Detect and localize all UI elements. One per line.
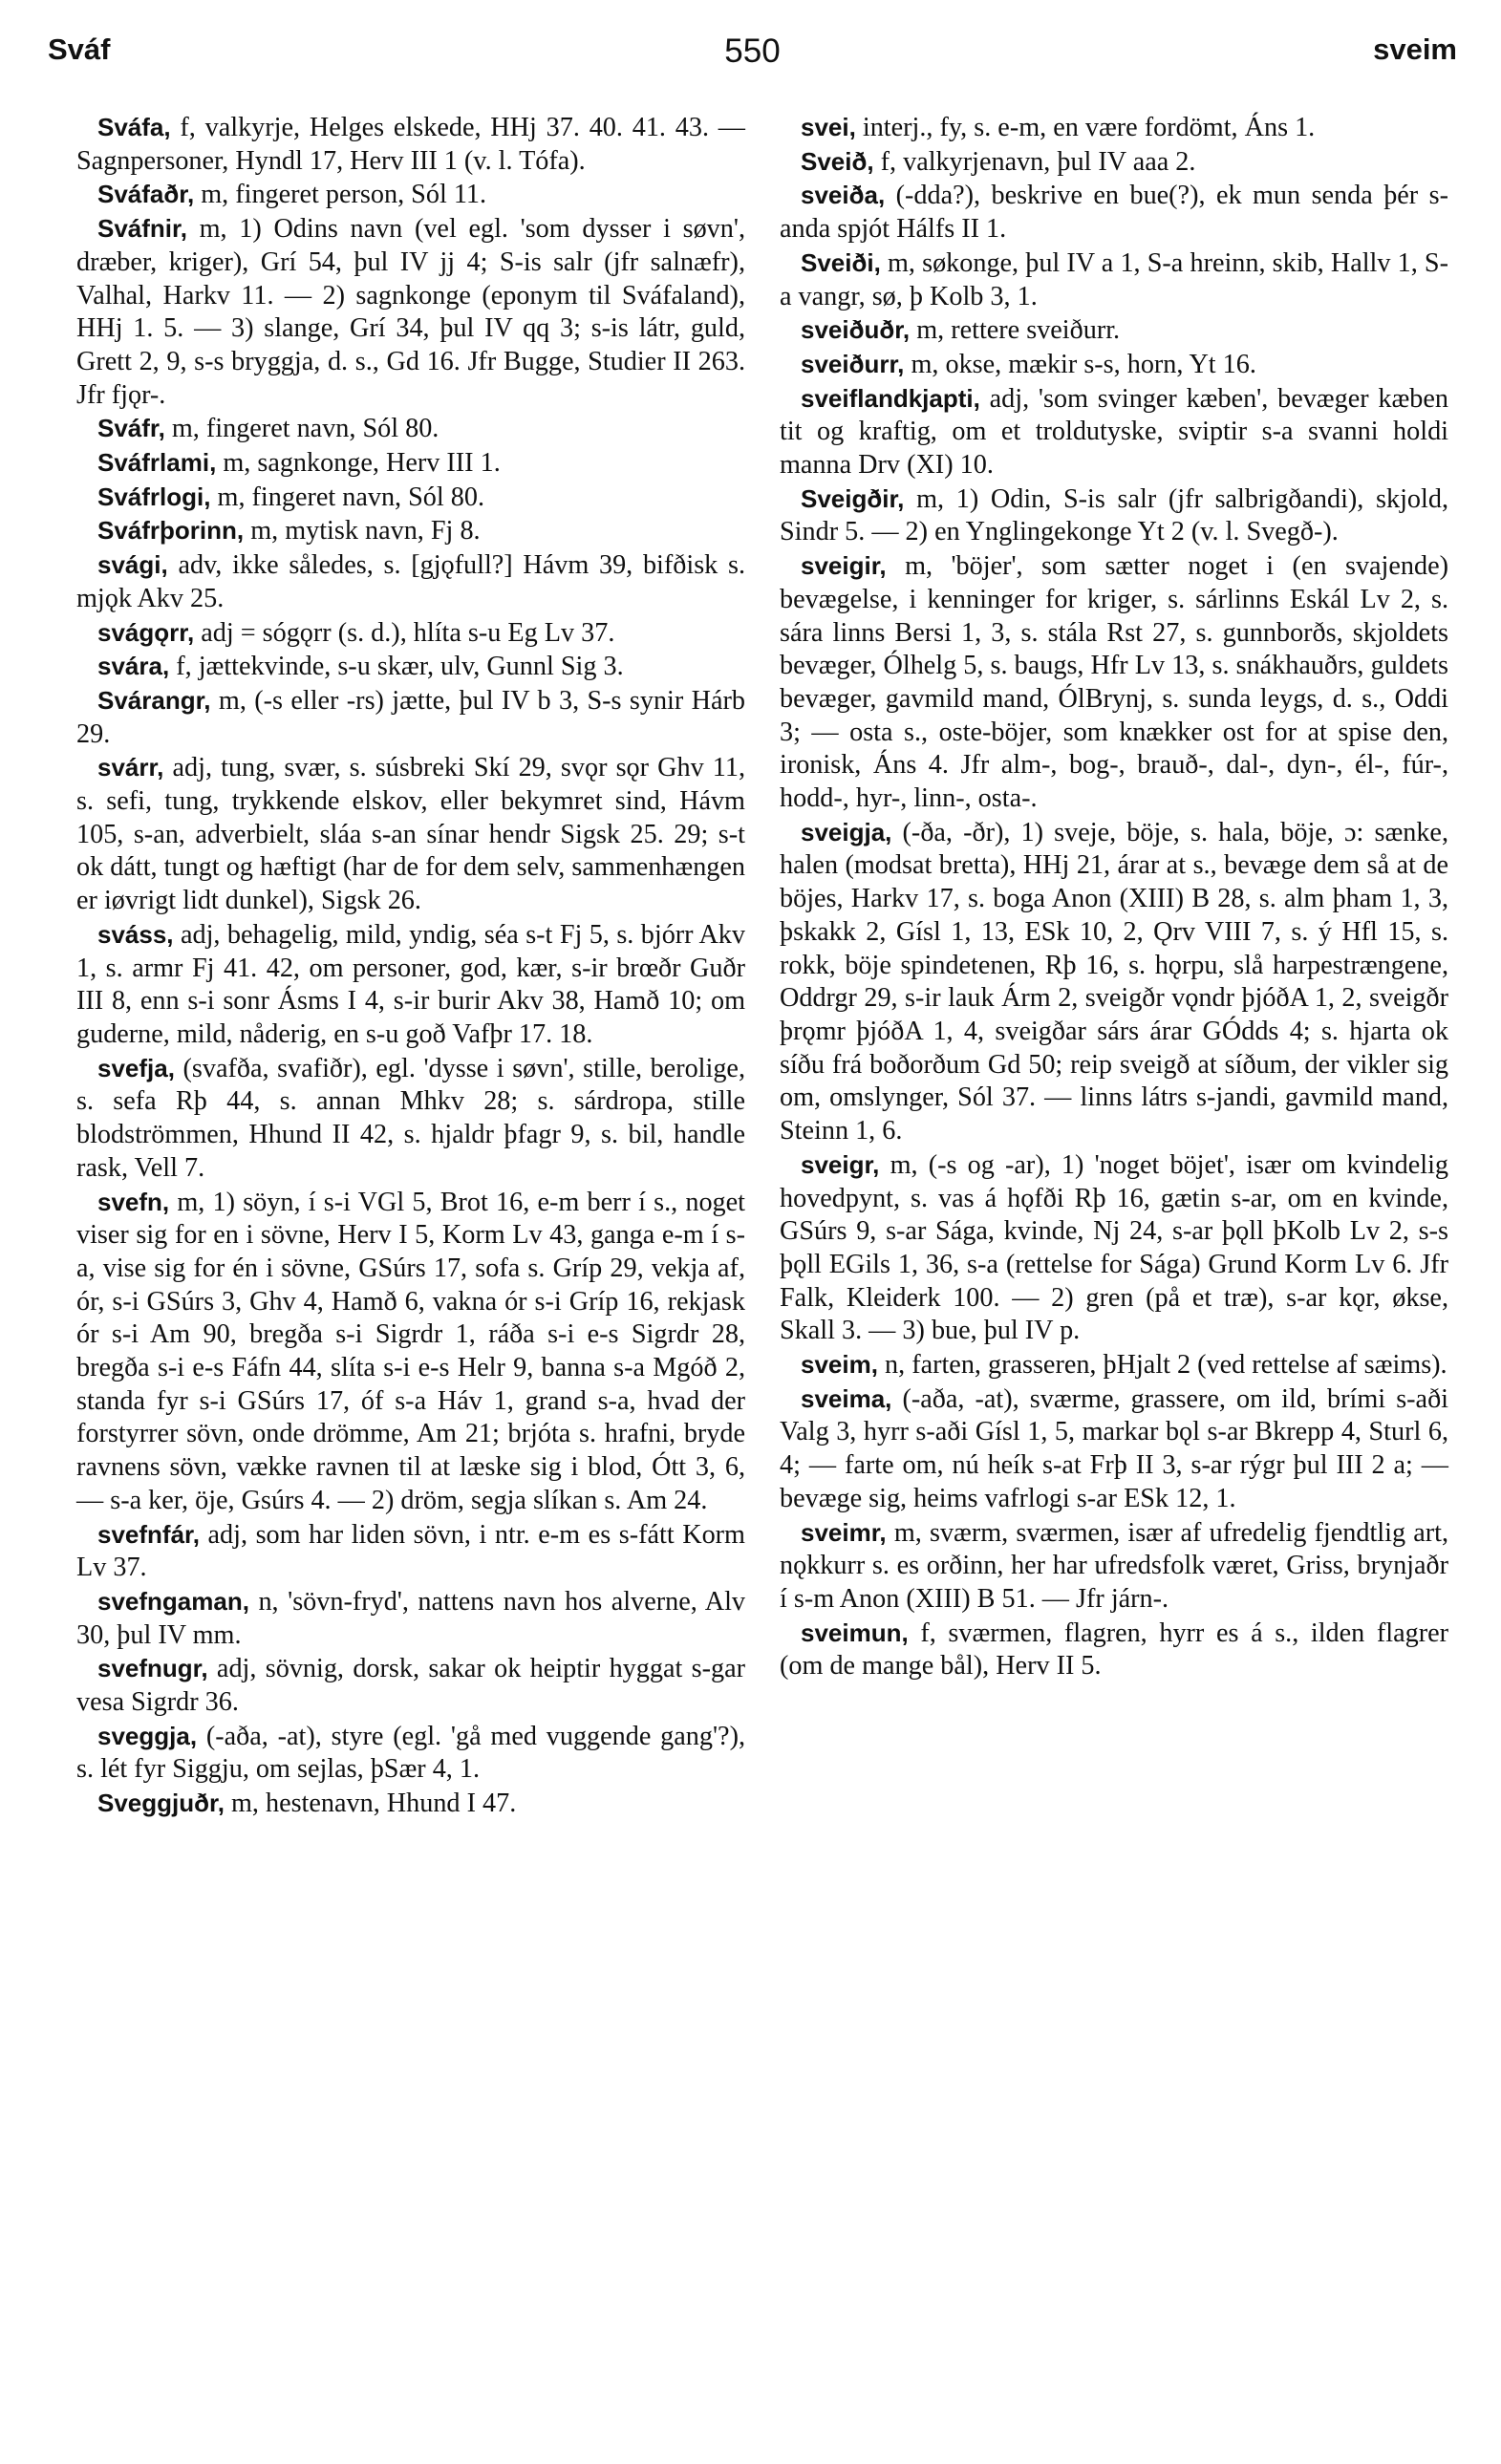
entry-definition: m, 1) Odins navn (vel egl. 'som dysser i søvn', dræber, kriger), Grí 54, þul IV jj 4; S-is salr (jfr salnæfr), Valhal, Harkv 11. — 2) sagnkonge (eponym til Sváfaland), HHj 1. 5. — 3) slange, Grí 34, þul IV qq 3; s-is látr, guld, Grett 2, 9, s-s bryggja, d. s., Gd 16. Jfr Bugge, Studier II 263. Jfr fjǫr-. bbox=[76, 214, 745, 410]
entry-headword: sveimr, bbox=[801, 1517, 887, 1547]
dictionary-entry bbox=[780, 382, 1448, 482]
dictionary-entry bbox=[780, 313, 1448, 348]
running-head-left: Sváf bbox=[48, 32, 111, 66]
right-column bbox=[780, 111, 1448, 1683]
entry-definition: m, 1) söyn, í s-i VGl 5, Brot 16, e-m berr í s., noget viser sig for en i sövne, Herv I 5, Korm Lv 43, ganga e-m í s-a, vise sig for én i sövne, GSúrs 17, sofa s. Gríp 29, vekja af, ór, s-i GSúrs 3, Ghv 4, Hamð 6, vakna ór s-i Gríp 16, rekjask ór s-i Am 90, bregða s-i Sigrdr 1, ráða s-i e-s Sigrdr 28, bregða s-i e-s Fáfn 44, slíta s-i e-s Helr 9, banna s-a Mgóð 2, standa fyr s-i GSúrs 17, óf s-a Háv 1, grand s-a, hvad der forstyrrer sövn, onde drömme, Am 21; brjóta s. hrafni, bryde ravnens sövn, vække ravnen til at læske sig i blod, Ótt 3, 6, — s-a ker, öje, Gsúrs 4. — 2) dröm, segja slíkan s. Am 24. bbox=[76, 1187, 745, 1515]
dictionary-entry bbox=[780, 816, 1448, 1148]
entry-definition: adj = sógǫrr (s. d.), hlíta s-u Eg Lv 37. bbox=[194, 617, 615, 648]
entry-headword: svárr, bbox=[97, 753, 164, 782]
entry-definition: m, mytisk navn, Fj 8. bbox=[244, 516, 481, 546]
entry-definition: (-dda?), beskrive en bue(?), ek mun senda þér s-anda spjót Hálfs II 1. bbox=[780, 181, 1448, 245]
entry-headword: Sveggjuðr, bbox=[97, 1789, 225, 1818]
entry-headword: sveimun, bbox=[801, 1618, 909, 1647]
entry-definition: m, hestenavn, Hhund I 47. bbox=[224, 1789, 517, 1819]
dictionary-entry bbox=[76, 1787, 745, 1821]
entry-headword: sveim, bbox=[801, 1350, 878, 1380]
entry-headword: sváss, bbox=[97, 919, 174, 949]
entry-definition: m, rettere sveiðurr. bbox=[910, 315, 1121, 346]
dictionary-entry bbox=[780, 145, 1448, 180]
entry-headword: svágǫrr, bbox=[97, 617, 195, 647]
entry-headword: sveiða, bbox=[801, 181, 886, 210]
dictionary-entry bbox=[76, 178, 745, 212]
entry-headword: Sváfnir, bbox=[97, 214, 187, 244]
dictionary-entry bbox=[76, 514, 745, 548]
entry-definition: m, fingeret navn, Sól 80. bbox=[210, 482, 485, 512]
dictionary-entry bbox=[76, 751, 745, 918]
dictionary-entry bbox=[780, 246, 1448, 313]
entry-headword: sveima, bbox=[801, 1383, 892, 1413]
entry-headword: Svárangr, bbox=[97, 685, 211, 715]
dictionary-entry bbox=[780, 348, 1448, 382]
dictionary-entry bbox=[76, 1052, 745, 1186]
dictionary-entry bbox=[76, 684, 745, 751]
entry-definition: f, valkyrjenavn, þul IV aaa 2. bbox=[873, 146, 1196, 177]
dictionary-entry bbox=[76, 111, 745, 178]
page-header bbox=[48, 32, 1457, 90]
entry-definition: m, sagnkonge, Herv III 1. bbox=[216, 448, 501, 479]
dictionary-entry bbox=[76, 650, 745, 684]
entry-definition: f, jættekvinde, s-u skær, ulv, Gunnl Sig 3. bbox=[169, 652, 624, 682]
entry-headword: Sváfa, bbox=[97, 113, 171, 141]
dictionary-entry bbox=[780, 1516, 1448, 1617]
dictionary-entry bbox=[780, 482, 1448, 549]
entry-headword: svei, bbox=[801, 113, 856, 141]
entry-definition: m, søkonge, þul IV a 1, S-a hreinn, skib, Hallv 1, S-a vangr, sø, þ Kolb 3, 1. bbox=[780, 247, 1448, 311]
entry-definition: f, sværmen, flagren, hyrr es á s., ilden flagrer (om de mange bål), Herv II 5. bbox=[780, 1618, 1448, 1682]
dictionary-entry bbox=[76, 548, 745, 615]
entry-definition: adj, som har liden sövn, i ntr. e-m es s-fátt Korm Lv 37. bbox=[76, 1519, 745, 1583]
entry-headword: Sváfrþorinn, bbox=[97, 516, 245, 546]
entry-definition: adj, sövnig, dorsk, sakar ok heiptir hyggat s-gar vesa Sigrdr 36. bbox=[76, 1654, 745, 1718]
dictionary-entry bbox=[780, 1348, 1448, 1382]
entry-headword: Sváfrlogi, bbox=[97, 482, 211, 511]
dictionary-entry bbox=[76, 1652, 745, 1719]
entry-definition: adj, 'som svinger kæben', bevæger kæben tit og kraftig, om et troldutyske, sviptir s-a svanni holdi manna Drv (XI) 10. bbox=[780, 383, 1448, 481]
entry-definition: (-ða, -ðr), 1) sveje, böje, s. hala, böje, ɔ: sænke, halen (modsat bretta), HHj 21, árar at s., bevæge dem så at de böjes, Harkv 17, s. boga Anon (XIII) B 28, s. alm þham 1, 3, þskakk 2, Gísl 1, 13, ESk 10, 2, Ǫrv VIII 7, s. ý Hfl 15, s. rokk, böje spindetenen, Rþ 16, s. hǫrpu, slå harpestrængene, Oddrgr 29, s-ir lauk Árm 2, sveigðr vǫndr þjóðA 1, 2, sveigðr þrǫmr þjóðA 1, 4, sveigðar sárs árar GÓdds 4; s. hjarta ok síðu frá boðorðum Gd 50; reip sveigð at síðum, der vikler sig om, omslynger, Sól 37. — linns látrs s-jandi, gavmild mand, Steinn 1, 6. bbox=[780, 817, 1448, 1146]
dictionary-entry bbox=[76, 1186, 745, 1518]
dictionary-entry bbox=[76, 1720, 745, 1787]
entry-headword: Sveið, bbox=[801, 146, 874, 176]
entry-headword: svefnugr, bbox=[97, 1654, 208, 1683]
entry-headword: svefngaman, bbox=[97, 1586, 249, 1616]
dictionary-entry bbox=[76, 446, 745, 481]
dictionary-entry bbox=[780, 549, 1448, 816]
entry-headword: sveigir, bbox=[801, 551, 887, 581]
entry-headword: svefn, bbox=[97, 1187, 170, 1216]
entry-definition: f, valkyrje, Helges elskede, HHj 37. 40. 41. 43. — Sagnpersoner, Hyndl 17, Herv III 1 (v. l. Tófa). bbox=[76, 113, 745, 176]
entry-definition: n, 'sövn-fryd', nattens navn hos alverne, Alv 30, þul IV mm. bbox=[76, 1586, 745, 1650]
dictionary-entry bbox=[780, 1617, 1448, 1683]
left-column bbox=[76, 111, 745, 1821]
page-number: 550 bbox=[724, 32, 781, 70]
dictionary-entry bbox=[76, 1585, 745, 1652]
dictionary-entry bbox=[780, 179, 1448, 246]
dictionary-entry bbox=[76, 918, 745, 1052]
entry-headword: svefnfár, bbox=[97, 1519, 200, 1549]
entry-headword: sveiðuðr, bbox=[801, 315, 911, 345]
entry-headword: Sveigðir, bbox=[801, 483, 905, 513]
dictionary-entry bbox=[76, 212, 745, 412]
entry-headword: sveiflandkjapti, bbox=[801, 383, 980, 413]
entry-definition: interj., fy, s. e-m, en være fordömt, Áns 1. bbox=[855, 113, 1316, 142]
entry-definition: (svafða, svafiðr), egl. 'dysse i søvn', stille, berolige, s. sefa Rþ 44, s. annan Mhkv 28; s. sárdropa, stille blodströmmen, Hhund II 42, s. hjaldr þfagr 9, s. bil, handle rask, Vell 7. bbox=[76, 1053, 745, 1183]
entry-headword: Sváfrlami, bbox=[97, 448, 217, 478]
entry-definition: m, fingeret navn, Sól 80. bbox=[164, 414, 440, 444]
entry-headword: svefja, bbox=[97, 1053, 175, 1082]
dictionary-entry bbox=[76, 412, 745, 446]
entry-definition: (-aða, -at), styre (egl. 'gå med vuggende gang'?), s. lét fyr Siggju, om sejlas, þSær 4, 1. bbox=[76, 1721, 745, 1785]
entry-headword: svági, bbox=[97, 550, 168, 580]
entry-definition: m, (-s eller -rs) jætte, þul IV b 3, S-s synir Hárb 29. bbox=[76, 685, 745, 749]
entry-headword: svára, bbox=[97, 652, 170, 681]
dictionary-entry bbox=[780, 1382, 1448, 1516]
entry-headword: sveggja, bbox=[97, 1721, 198, 1750]
entry-definition: adv, ikke således, s. [gjǫfull?] Hávm 39, bifðisk s. mjǫk Akv 25. bbox=[76, 550, 745, 613]
entry-definition: m, fingeret person, Sól 11. bbox=[194, 180, 487, 210]
entry-headword: Sváfr, bbox=[97, 414, 165, 443]
entry-definition: m, sværm, sværmen, især af ufredelig fjendtlig art, nǫkkurr s. es orðinn, her har ufredsfolk været, Griss, brynjaðr í s-m Anon (XIII) B 51. — Jfr járn-. bbox=[780, 1517, 1448, 1614]
running-head-right: sveim bbox=[1373, 32, 1457, 66]
dictionary-entry bbox=[780, 111, 1448, 145]
entry-headword: sveigja, bbox=[801, 817, 892, 846]
entry-headword: sveiðurr, bbox=[801, 349, 905, 378]
entry-headword: Sveiði, bbox=[801, 247, 881, 277]
entry-definition: adj, behagelig, mild, yndig, séa s-t Fj 5, s. bjórr Akv 1, s. armr Fj 41. 42, om personer, god, kær, s-ir brœðr Guðr III 8, enn s-i sonr Ásms I 4, s-ir burir Akv 38, Hamð 10; om guderne, mild, nåderig, en s-u goð Vafþr 17. 18. bbox=[76, 919, 745, 1049]
entry-definition: m, 1) Odin, S-is salr (jfr salbrigðandi), skjold, Sindr 5. — 2) en Ynglingekonge Yt 2 (v. l. Svegð-). bbox=[780, 483, 1448, 547]
entry-definition: adj, tung, svær, s. súsbreki Skí 29, svǫr sǫr Ghv 11, s. sefi, tung, trykkende elskov, eller bekymret sind, Hávm 105, s-an, adverbielt, sláa s-an sínar hendr Sigsk 25. 29; s-t ok dátt, tungt og hæftigt (har de for dem selv, sammenhængen er iøvrigt lidt dunkel), Sigsk 26. bbox=[76, 753, 745, 916]
entry-definition: m, okse, mækir s-s, horn, Yt 16. bbox=[904, 349, 1256, 379]
entry-definition: m, 'böjer', som sætter noget i (en svajende) bevægelse, i kenninger for kriger, s. sárlinns Eskál Lv 2, s. sára linns Bersi 1, 3, s. stála Rst 27, s. gunnborðs, skjoldets bevæger, Ólhelg 5, s. baugs, Hfr Lv 13, s. snákhauðrs, guldets bevæger, gavmild mand, ÓlBrynj, s. sunda leygs, d. s., Oddi 3; — osta s., oste-böjer, som knækker ost for at spise den, ironisk, Áns 4. Jfr alm-, bog-, brauð-, dal-, dyn-, él-, fúr-, hodd-, hyr-, linn-, osta-. bbox=[780, 551, 1448, 814]
entry-definition: n, farten, grasseren, þHjalt 2 (ved rettelse af sæims). bbox=[877, 1350, 1447, 1381]
entry-headword: sveigr, bbox=[801, 1149, 880, 1179]
dictionary-entry bbox=[76, 1518, 745, 1585]
dictionary-entry bbox=[780, 1148, 1448, 1348]
dictionary-entry bbox=[76, 481, 745, 515]
entry-headword: Sváfaðr, bbox=[97, 180, 195, 209]
entry-definition: m, (-s og -ar), 1) 'noget böjet', især om kvindelig hovedpynt, s. vas á hǫfði Rþ 16, gætin s-ar, om en kvinde, GSúrs 9, s-ar Sága, kvinde, Nj 24, s-ar þǫll þKolb Lv 2, s-s þǫll EGils 1, 36, s-a (rettelse for Sága) Grund Korm Lv 6. Jfr Falk, Kleiderk 100. — 2) gren (på et træ), s-ar kǫr, økse, Skall 3. — 3) bue, þul IV p. bbox=[780, 1149, 1448, 1346]
entry-definition: (-aða, -at), sværme, grassere, om ild, brími s-aði Valg 3, hyrr s-aði Gísl 1, 5, markar bǫl s-ar Bkrepp 4, Sturl 6, 4; — farte om, nú heík s-at Frþ II 3, s-ar rýgr þul III 2 a; — bevæge sig, heims vafrlogi s-ar ESk 12, 1. bbox=[780, 1383, 1448, 1513]
dictionary-entry bbox=[76, 616, 745, 651]
